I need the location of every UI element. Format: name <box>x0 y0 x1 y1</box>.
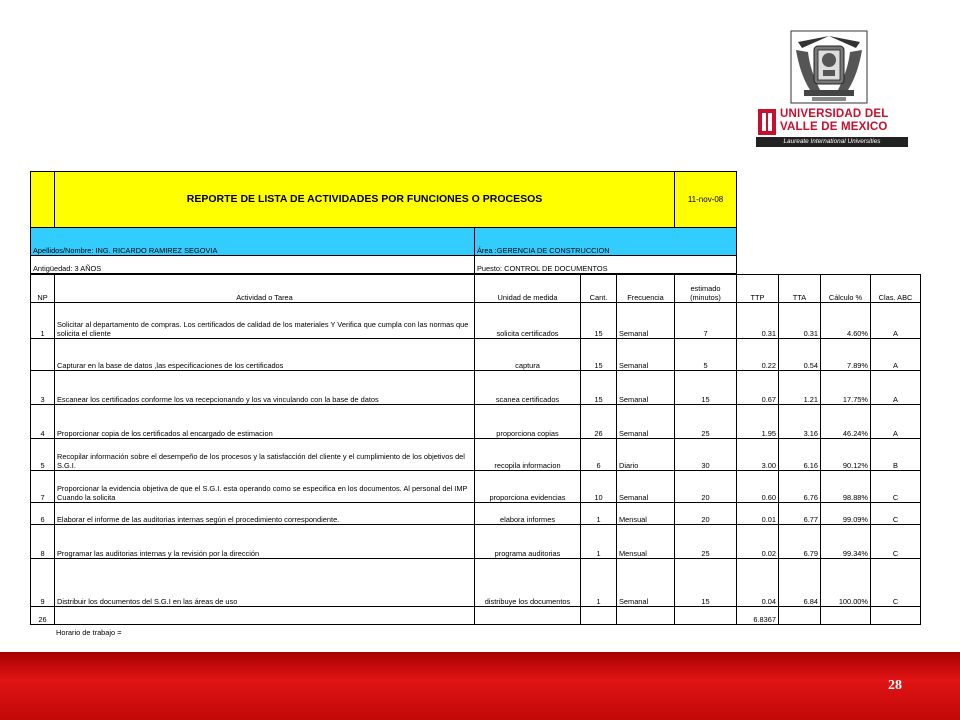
table-row <box>31 471 921 503</box>
row-ttp: 0.02 <box>737 525 779 559</box>
table-row <box>31 439 921 471</box>
row-estimate: 30 <box>675 439 737 471</box>
row-estimate: 15 <box>675 371 737 405</box>
row-tta: 0.31 <box>779 303 821 339</box>
row-clas: A <box>871 339 921 371</box>
row-clas: A <box>871 371 921 405</box>
report-date: 11-nov-08 <box>675 172 737 228</box>
header-estimate-line1: estimado <box>690 284 721 293</box>
activity-list-table <box>30 274 921 625</box>
row-calc: 17.75% <box>821 371 871 405</box>
row-np: 6 <box>31 503 55 525</box>
row-frequency: Semanal <box>617 339 675 371</box>
table-row <box>31 405 921 439</box>
row-qty: 1 <box>581 525 617 559</box>
header-estimate <box>675 275 737 303</box>
row-ttp: 0.60 <box>737 471 779 503</box>
row-clas: C <box>871 471 921 503</box>
row-ttp: 0.67 <box>737 371 779 405</box>
row-unit: recopila informacion <box>475 439 581 471</box>
row-frequency: Semanal <box>617 405 675 439</box>
row-np: 9 <box>31 559 55 607</box>
table-row <box>31 303 921 339</box>
row-tta: 6.84 <box>779 559 821 607</box>
row-tta: 6.16 <box>779 439 821 471</box>
row-np: 5 <box>31 439 55 471</box>
row-tta: 6.77 <box>779 503 821 525</box>
row-activity: Distribuir los documentos del S.G.I en las áreas de uso <box>55 559 475 607</box>
row-activity: Proporcionar la evidencia objetiva de que el S.G.I. esta operando como se especifica en los documentos. Al personal del IMP Cuando la solicita <box>55 471 475 503</box>
row-calc: 4.60% <box>821 303 871 339</box>
university-seal-icon <box>790 30 868 104</box>
row-calc: 99.34% <box>821 525 871 559</box>
table-row <box>31 503 921 525</box>
row-calc: 99.09% <box>821 503 871 525</box>
row-qty: 10 <box>581 471 617 503</box>
row-tta: 1.21 <box>779 371 821 405</box>
header-freq: Frecuencia <box>617 275 675 303</box>
employee-area: Área :GERENCIA DE CONSTRUCCION <box>475 228 737 256</box>
row-estimate: 25 <box>675 405 737 439</box>
row-activity: Solicitar al departamento de compras. Los certificados de calidad de los materiales Y Verifica que cumpla con las normas que solicita el cliente <box>55 303 475 339</box>
table-row <box>31 525 921 559</box>
footer-bar <box>0 652 960 720</box>
row-clas: A <box>871 303 921 339</box>
row-unit: captura <box>475 339 581 371</box>
row-activity: Escanear los certificados conforme los va recepcionando y los va vinculando con la base de datos <box>55 371 475 405</box>
row-calc: 90.12% <box>821 439 871 471</box>
total-ttp: 6.8367 <box>737 607 779 625</box>
row-estimate: 7 <box>675 303 737 339</box>
row-tta: 3.16 <box>779 405 821 439</box>
row-clas: C <box>871 503 921 525</box>
row-frequency: Semanal <box>617 559 675 607</box>
row-activity: Elaborar el informe de las auditorias internas según el procedimiento correspondiente. <box>55 503 475 525</box>
row-estimate: 20 <box>675 503 737 525</box>
row-estimate: 5 <box>675 339 737 371</box>
row-activity: Recopilar información sobre el desempeño de los procesos y la satisfacción del cliente y el cumplimiento de los objetivos del S.G.I. <box>55 439 475 471</box>
table-row <box>31 371 921 405</box>
row-calc: 98.88% <box>821 471 871 503</box>
row-tta: 6.79 <box>779 525 821 559</box>
row-activity: Proporcionar copia de los certificados al encargado de estimacion <box>55 405 475 439</box>
row-unit: elabora informes <box>475 503 581 525</box>
header-row <box>31 275 921 303</box>
row-frequency: Semanal <box>617 303 675 339</box>
row-calc: 7.89% <box>821 339 871 371</box>
row-frequency: Mensual <box>617 525 675 559</box>
header-unit: Unidad de medida <box>475 275 581 303</box>
activity-report-sheet <box>30 171 913 625</box>
row-estimate: 25 <box>675 525 737 559</box>
row-unit: distribuye los documentos <box>475 559 581 607</box>
row-np: 1 <box>31 303 55 339</box>
row-clas: C <box>871 525 921 559</box>
total-row <box>31 607 921 625</box>
row-unit: proporciona evidencias <box>475 471 581 503</box>
row-unit: proporciona copias <box>475 405 581 439</box>
row-estimate: 15 <box>675 559 737 607</box>
name-row <box>31 228 737 256</box>
row-ttp: 1.95 <box>737 405 779 439</box>
row-tta: 6.76 <box>779 471 821 503</box>
table-row <box>31 559 921 607</box>
header-tta: TTA <box>779 275 821 303</box>
row-np: 7 <box>31 471 55 503</box>
row-np: 3 <box>31 371 55 405</box>
row-unit: scanea certificados <box>475 371 581 405</box>
row-frequency: Semanal <box>617 471 675 503</box>
row-clas: A <box>871 405 921 439</box>
row-calc: 46.24% <box>821 405 871 439</box>
row-qty: 15 <box>581 371 617 405</box>
header-np: NP <box>31 275 55 303</box>
row-qty: 6 <box>581 439 617 471</box>
header-activity: Actividad o Tarea <box>55 275 475 303</box>
work-schedule-label: Horario de trabajo = <box>56 628 122 637</box>
brand-line-2: VALLE DE MEXICO <box>780 121 888 133</box>
row-activity: Capturar en la base de datos ,las especificaciones de los certificados <box>55 339 475 371</box>
title-row <box>31 172 737 228</box>
row-clas: B <box>871 439 921 471</box>
university-logo <box>756 30 908 150</box>
header-estimate-line2: (minutos) <box>690 293 721 302</box>
row-frequency: Semanal <box>617 371 675 405</box>
brand-tagline: Laureate International Universities <box>756 137 908 147</box>
row-qty: 15 <box>581 339 617 371</box>
row-estimate: 20 <box>675 471 737 503</box>
row-qty: 15 <box>581 303 617 339</box>
row-np <box>31 339 55 371</box>
header-qty: Cant. <box>581 275 617 303</box>
header-ttp: TTP <box>737 275 779 303</box>
row-tta: 0.54 <box>779 339 821 371</box>
employee-name: Apellidos/Nombre: ING. RICARDO RAMIREZ SEGOVIA <box>31 228 475 256</box>
row-ttp: 3.00 <box>737 439 779 471</box>
row-unit: solicita certificados <box>475 303 581 339</box>
row-qty: 1 <box>581 503 617 525</box>
header-clas: Clas. ABC <box>871 275 921 303</box>
row-qty: 1 <box>581 559 617 607</box>
row-clas: C <box>871 559 921 607</box>
employee-antiguedad: Antigüedad: 3 AÑOS <box>31 256 475 274</box>
page-number: 28 <box>888 678 902 693</box>
activity-report-table <box>30 171 737 274</box>
table-row <box>31 339 921 371</box>
row-qty: 26 <box>581 405 617 439</box>
brand-line-1: UNIVERSIDAD DEL <box>780 108 889 120</box>
row-calc: 100.00% <box>821 559 871 607</box>
row-unit: programa auditorias <box>475 525 581 559</box>
row-ttp: 0.01 <box>737 503 779 525</box>
report-title: REPORTE DE LISTA DE ACTIVIDADES POR FUNCIONES O PROCESOS <box>55 172 675 228</box>
antiguedad-row <box>31 256 737 274</box>
row-frequency: Mensual <box>617 503 675 525</box>
row-ttp: 0.04 <box>737 559 779 607</box>
row-frequency: Diario <box>617 439 675 471</box>
employee-puesto: Puesto: CONTROL DE DOCUMENTOS <box>475 256 737 274</box>
row-np: 8 <box>31 525 55 559</box>
row-activity: Programar las auditorias internas y la revisión por la dirección <box>55 525 475 559</box>
row-ttp: 0.31 <box>737 303 779 339</box>
row-ttp: 0.22 <box>737 339 779 371</box>
header-calc: Cálculo % <box>821 275 871 303</box>
row-np: 4 <box>31 405 55 439</box>
total-np: 26 <box>31 607 55 625</box>
